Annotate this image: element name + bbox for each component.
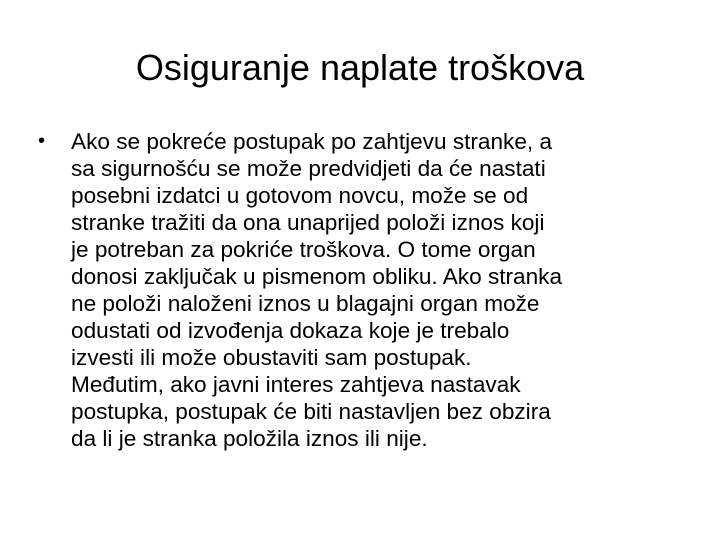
bullet-text-line: odustati od izvođenja dokaza koje je trebalo [71, 318, 510, 343]
bullet-text-line: izvesti ili može obustaviti sam postupak. [71, 345, 472, 370]
slide-content [36, 128, 686, 452]
bullet-text-line: posebni izdatci u gotovom novcu, može se od [71, 183, 529, 208]
bullet-text-line: sa sigurnošću se može predvidjeti da će nastati [71, 156, 546, 181]
bullet-item [36, 128, 686, 452]
bullet-text-line: stranke tražiti da ona unaprijed položi iznos koji [71, 210, 545, 235]
bullet-text-line: Ako se pokreće postupak po zahtjevu stranke, a [71, 129, 553, 154]
slide-title: Osiguranje naplate troškova [135, 47, 585, 88]
bullet-icon: • [38, 130, 46, 152]
bullet-text-line: je potreban za pokriće troškova. O tome organ [71, 237, 536, 262]
bullet-text-line: da li je stranka položila iznos ili nije. [71, 426, 428, 451]
bullet-text-line: postupka, postupak će biti nastavljen bez obzira [71, 399, 551, 424]
bullet-text-line: donosi zaključak u pismenom obliku. Ako stranka [71, 264, 563, 289]
bullet-text-line: ne položi naloženi iznos u blagajni organ može [71, 291, 540, 316]
bullet-text-line: Međutim, ako javni interes zahtjeva nastavak [71, 372, 521, 397]
